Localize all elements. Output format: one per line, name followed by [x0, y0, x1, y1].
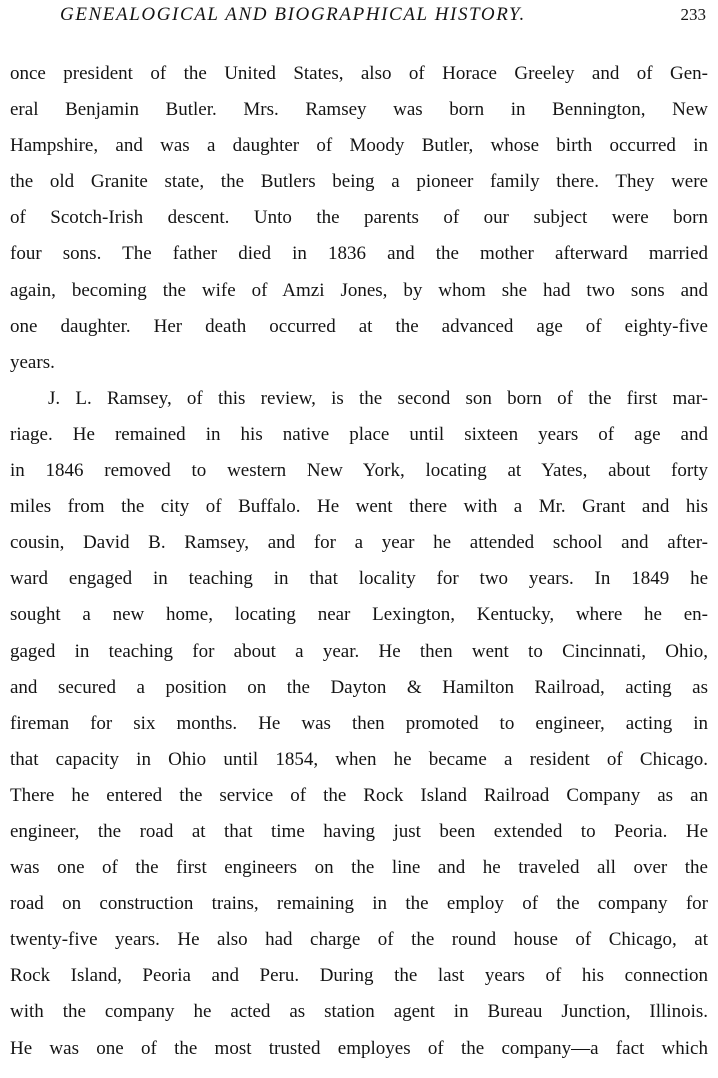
text-line: that capacity in Ohio until 1854, when he became a resident of Chicago.	[10, 748, 708, 770]
text-line: There he entered the service of the Rock Island Railroad Company as an	[10, 784, 708, 806]
text-line: sought a new home, locating near Lexington, Kentucky, where he en-	[10, 604, 708, 626]
text-line: was one of the first engineers on the line and he traveled all over the	[10, 857, 708, 879]
text-line: the old Granite state, the Butlers being a pioneer family there. They were	[10, 171, 708, 193]
text-line: one daughter. Her death occurred at the advanced age of eighty-five	[10, 315, 708, 337]
header-title: GENEALOGICAL AND BIOGRAPHICAL HISTORY.	[60, 4, 526, 25]
text-line: Rock Island, Peoria and Peru. During the last years of his connection	[10, 965, 708, 987]
text-line: engineer, the road at that time having just been extended to Peoria. He	[10, 820, 708, 842]
text-line: miles from the city of Buffalo. He went there with a Mr. Grant and his	[10, 496, 708, 518]
paragraph-2	[10, 381, 708, 1067]
page-number: 233	[680, 5, 706, 24]
text-line: fireman for six months. He was then promoted to engineer, acting in	[10, 712, 708, 734]
body-text	[10, 56, 708, 1067]
text-line: again, becoming the wife of Amzi Jones, by whom she had two sons and	[10, 279, 708, 301]
text-line: with the company he acted as station agent in Bureau Junction, Illinois.	[10, 1001, 708, 1023]
running-header	[0, 4, 718, 28]
text-line: gaged in teaching for about a year. He then went to Cincinnati, Ohio,	[10, 640, 708, 662]
text-line: in 1846 removed to western New York, locating at Yates, about forty	[10, 460, 708, 482]
paragraph-1	[10, 56, 708, 381]
text-line: He was one of the most trusted employes of the company—a fact which	[10, 1037, 708, 1059]
text-line: and secured a position on the Dayton & Hamilton Railroad, acting as	[10, 676, 708, 698]
text-line: twenty-five years. He also had charge of the round house of Chicago, at	[10, 929, 708, 951]
text-line: cousin, David B. Ramsey, and for a year he attended school and after-	[10, 532, 708, 554]
text-line: road on construction trains, remaining in the employ of the company for	[10, 893, 708, 915]
text-line: eral Benjamin Butler. Mrs. Ramsey was born in Bennington, New	[10, 99, 708, 121]
text-line: four sons. The father died in 1836 and the mother afterward married	[10, 243, 708, 265]
text-line: J. L. Ramsey, of this review, is the second son born of the first mar-	[48, 387, 708, 409]
text-line: Hampshire, and was a daughter of Moody Butler, whose birth occurred in	[10, 135, 708, 157]
text-line: of Scotch-Irish descent. Unto the parents of our subject were born	[10, 207, 708, 229]
text-line: ward engaged in teaching in that locality for two years. In 1849 he	[10, 568, 708, 590]
text-line: riage. He remained in his native place until sixteen years of age and	[10, 423, 708, 445]
text-line: once president of the United States, also of Horace Greeley and of Gen-	[10, 63, 708, 84]
text-line: years.	[10, 351, 55, 373]
